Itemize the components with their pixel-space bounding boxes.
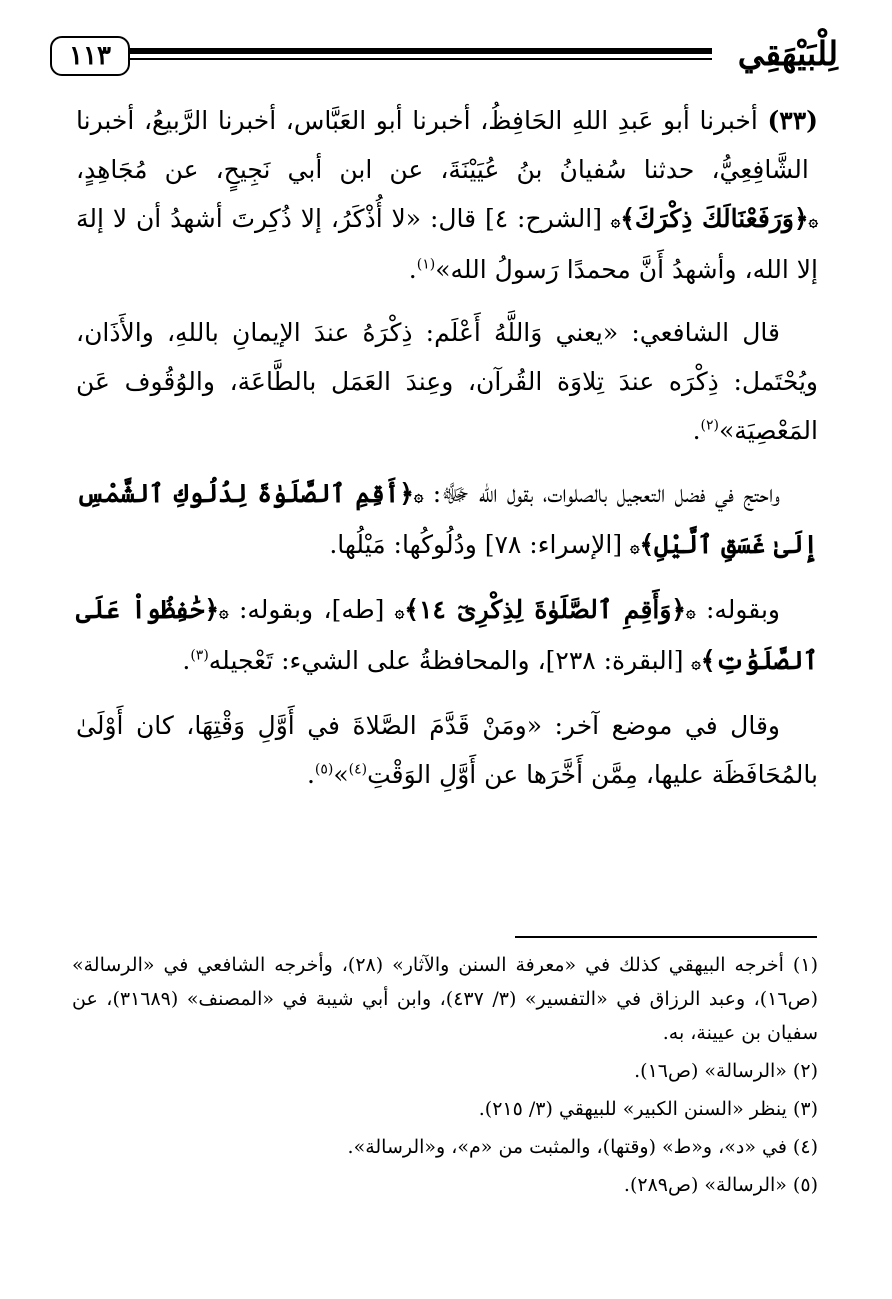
hadith-number: (٣٣) bbox=[767, 106, 818, 135]
header-rule-thin bbox=[130, 58, 712, 60]
footnote-ref[interactable]: (٥) bbox=[314, 761, 334, 778]
verse-ornament-icon: ۞ bbox=[414, 486, 424, 505]
running-title: لِلْبَيْهَقِي bbox=[737, 34, 838, 73]
header-rule-thick bbox=[130, 48, 712, 54]
footnote-divider bbox=[515, 936, 817, 938]
quran-verse: ۞﴿وَأَقِمِ ٱلصَّلَوٰةَ لِذِكْرِىٓ ١٤﴾۞ bbox=[394, 595, 696, 624]
paragraph-further-verses: وبقوله: ۞﴿وَأَقِمِ ٱلصَّلَوٰةَ لِذِكْرِىٓ ١٤﴾۞ [طه]، وبقوله: ۞﴿حَٰفِظُواْ عَلَى ٱلصَّلَوَٰتِ﴾۞ [البقرة: ٢٣٨]، والمحافظةُ على الشيء: تَعْجيله$^{(٣)}$. bbox=[76, 595, 818, 675]
footnote-4: (٤) في «د»، و«ط» (وقتها)، والمثبت من «م»، و«الرسالة». bbox=[347, 1136, 818, 1158]
paragraph-hasten-prayers bbox=[76, 469, 818, 571]
paragraph-shafii-commentary: قال الشافعي: «يعني وَاللَّهُ أَعْلَم: ذِكْرَهُ عندَ الإيمانِ باللهِ، والأَذَان، ويُحْتَمل: ذِكْرَه عندَ تِلاوَة القُرآن، وعِندَ العَمَل بالطَّاعَة، والوُقُوف عَن المَعْصِيَة»$^{(٢)}$. bbox=[76, 318, 818, 445]
paragraph-text: واحتج في فضل التعجيل بالصلوات، بقول الله ﷻ: bbox=[423, 479, 780, 508]
footnote-ref[interactable]: (٣) bbox=[190, 647, 209, 664]
footnote-ref[interactable]: (٤) bbox=[348, 761, 368, 778]
paragraph-text: [الشرح: ٤] قال: «لا أُذْكَرُ، إلا ذُكِرتَ أشهدُ أن لا إلهَ إلا الله، وأشهدُ أَنَّ محمدًا رَسولُ الله» bbox=[76, 204, 818, 284]
page-header bbox=[50, 36, 838, 82]
quran-verse: ۞﴿أَقِمِ ٱلصَّلَوٰةَ لِدُلُوكِ ٱلشَّمْسِ إِلَىٰ غَسَقِ ٱلَّيْلِ﴾۞ bbox=[76, 479, 818, 559]
verse-ornament-icon: ۞ bbox=[691, 653, 701, 672]
verse-ornament-icon: ۞ bbox=[394, 602, 405, 621]
footnote-ref[interactable]: (٢) bbox=[700, 417, 719, 434]
footnotes bbox=[72, 948, 818, 1206]
paragraph-text: [الإسراء: ٧٨] ودُلُوكُها: مَيْلُها. bbox=[329, 530, 623, 559]
paragraph-33: (٣٣) أخبرنا أبو عَبدِ اللهِ الحَافِظُ، أخبرنا أبو العَبَّاس، أخبرنا الرَّبيعُ، أخبرنا الشَّافِعِيُّ، حدثنا سُفيانُ بنُ عُيَيْنَةَ، عن ابن أبي نَجِيحٍ، عن مُجَاهِدٍ، ۞﴿وَرَفَعْنَالَكَ ذِكْرَكَ﴾۞ [الشرح: ٤] قال: «لا أُذْكَرُ، إلا ذُكِرتَ أشهدُ أن لا إلهَ إلا الله، وأشهدُ أَنَّ محمدًا رَسولُ الله»$^{(١)}$. bbox=[76, 106, 818, 284]
page-number: ١١٣ bbox=[50, 36, 130, 76]
footnote-1: (١) أخرجه البيهقي كذلك في «معرفة السنن والآثار» (٢٨)، وأخرجه الشافعي في «الرسالة» (ص١٦)، وعبد الرزاق في «التفسير» (٣/ ٤٣٧)، وابن أبي شيبة في «المصنف» (٣١٦٨٩)، عن سفيان بن عيينة، به. bbox=[72, 954, 818, 1044]
footnote-5: (٥) «الرسالة» (ص٢٨٩). bbox=[623, 1174, 818, 1196]
paragraph-text: أخبرنا أبو عَبدِ اللهِ الحَافِظُ، أخبرنا أبو العَبَّاس، أخبرنا الرَّبيعُ، أخبرنا الشَّافِعِيُّ، حدثنا سُفيانُ بنُ عُيَيْنَةَ، عن ابن أبي نَجِيحٍ، عن مُجَاهِدٍ، bbox=[76, 106, 809, 184]
verse-ornament-icon: ۞ bbox=[808, 211, 818, 230]
paragraph-text: قال الشافعي: «يعني وَاللَّهُ أَعْلَم: ذِكْرَهُ عندَ الإيمانِ باللهِ، والأَذَان، ويُحْتَمل: ذِكْرَه عندَ تِلاوَة القُرآن، وعِندَ العَمَل بالطَّاعَة، والوُقُوف عَن المَعْصِيَة» bbox=[76, 318, 818, 445]
verse-ornament-icon: ۞ bbox=[219, 602, 229, 621]
verse-ornament-icon: ۞ bbox=[686, 602, 696, 621]
paragraph-text: وقال في موضع آخر: «ومَنْ قَدَّمَ الصَّلاةَ في أَوَّلِ وَقْتِهَا، كان أَوْلَىٰ بالمُحَافَظَة عليها، مِمَّن أَخَّرَها عن أَوَّلِ الوَقْتِ bbox=[76, 711, 818, 789]
footnote-3: (٣) ينظر «السنن الكبير» للبيهقي (٣/ ٢١٥). bbox=[478, 1098, 818, 1120]
quran-verse: ۞﴿وَرَفَعْنَالَكَ ذِكْرَكَ﴾۞ bbox=[610, 204, 818, 233]
quran-verse: ۞﴿حَٰفِظُواْ عَلَى ٱلصَّلَوَٰتِ﴾۞ bbox=[76, 595, 818, 675]
verse-ornament-icon: ۞ bbox=[630, 537, 640, 556]
main-text bbox=[76, 96, 818, 813]
footnote-ref[interactable]: (١) bbox=[416, 256, 436, 273]
paragraph-another-place: وقال في موضع آخر: «ومَنْ قَدَّمَ الصَّلاةَ في أَوَّلِ وَقْتِهَا، كان أَوْلَىٰ بالمُحَافَظَة عليها، مِمَّن أَخَّرَها عن أَوَّلِ الوَقْتِ$^{(٤)}$»$^{(٥)}$. bbox=[76, 711, 818, 789]
footnote-2: (٢) «الرسالة» (ص١٦). bbox=[634, 1060, 818, 1082]
verse-ornament-icon: ۞ bbox=[610, 211, 621, 230]
paragraph-text: [طه]، وبقوله: bbox=[228, 595, 385, 624]
paragraph-text: وبقوله: bbox=[695, 595, 780, 624]
paragraph-text: [البقرة: ٢٣٨]، والمحافظةُ على الشيء: تَعْجيله bbox=[208, 646, 684, 675]
